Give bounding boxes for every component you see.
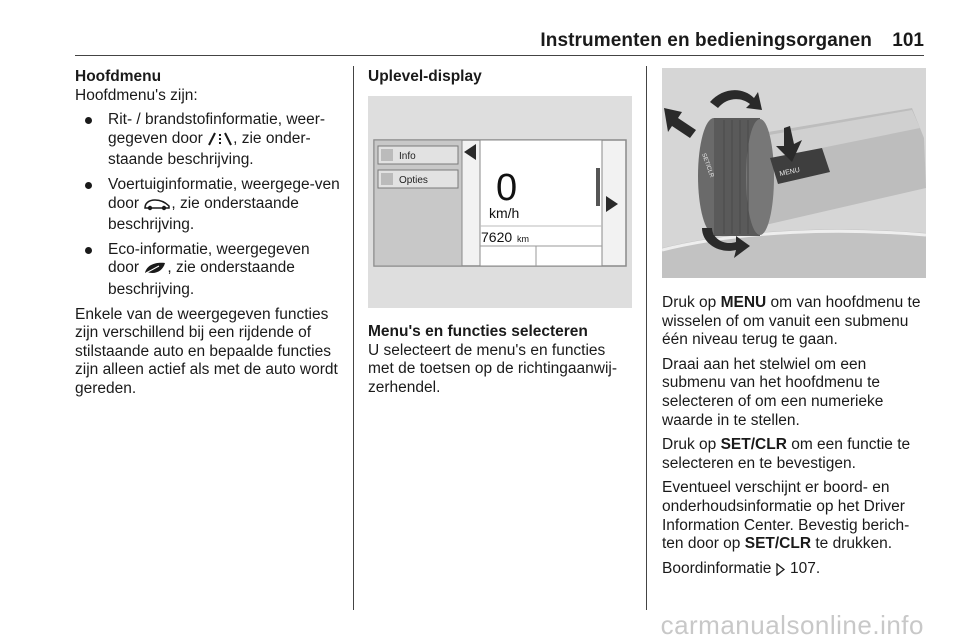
eco-leaf-icon	[143, 261, 167, 281]
list-item: Voertuiginformatie, weergege-ven door , zie onderstaande beschrijving.	[75, 176, 343, 235]
main-menu-list	[75, 111, 343, 299]
arrow-icon	[664, 108, 696, 138]
intro-text: Hoofdmenu's zijn:	[75, 86, 198, 104]
page-header-title: Instrumenten en bedieningsorganen	[540, 30, 872, 51]
header-divider	[75, 55, 924, 56]
body-paragraph: Druk op MENU om van hoofdmenu te wisselen of om vanuit een submenu één niveau terug te gaan.	[662, 294, 921, 349]
subheading-menus-selecteren: Menu's en functies selecteren	[368, 323, 588, 340]
page-reference-link[interactable]: 107.	[790, 559, 821, 577]
lever-menu-label: MENU	[778, 166, 801, 178]
list-item: Rit- / brandstofinformatie, weer-gegeven door , zie onder-staande beschrijving.	[75, 111, 343, 170]
body-paragraph: Eventueel verschijnt er boord- en onderhoudsinformatie op het Driver Information Center. Bevestig berich-ten door op SET/CLR te drukken.	[662, 479, 910, 553]
column-lever-instructions	[662, 294, 930, 587]
bullet-icon	[85, 247, 92, 254]
watermark: carmanualsonline.info	[660, 610, 924, 640]
body-paragraph: Enkele van de weergegeven functies zijn verschillend bij een rijdende of stilstaande auto en bepaalde functies zijn alleen actief als met de auto wordt gereden.	[75, 305, 338, 397]
page-number: 101	[892, 30, 924, 51]
rotate-arrow-icon	[710, 90, 762, 110]
body-paragraph: Draai aan het stelwiel om een submenu van het hoofdmenu te selecteren of om een numerieke waarde in te stellen.	[662, 355, 884, 429]
bullet-icon	[85, 182, 92, 189]
display-menu-opties: Opties	[399, 175, 428, 186]
list-item: Eco-informatie, weergegeven door , zie onderstaande beschrijving.	[75, 241, 343, 300]
column-divider-1	[353, 66, 354, 610]
cross-reference: Boordinformatie 107.	[662, 560, 930, 582]
bullet-icon	[85, 117, 92, 124]
display-odometer-unit: km	[517, 234, 529, 244]
display-speed-unit: km/h	[489, 205, 520, 221]
display-menu-info: Info	[399, 151, 416, 162]
column-hoofdmenu	[75, 68, 343, 405]
section-heading-uplevel-display: Uplevel-display	[368, 68, 482, 85]
body-paragraph: Druk op SET/CLR om een functie te selecteren en te bevestigen.	[662, 436, 911, 472]
display-odometer-value: 7620	[481, 229, 513, 245]
body-paragraph: U selecteert de menu's en functies met de toetsen op de richtingaanwij-zerhendel.	[368, 341, 618, 396]
trip-fuel-icon	[207, 132, 233, 152]
lever-setclr-label: SET/CLR	[700, 152, 715, 179]
display-speed-value: 0	[496, 167, 518, 209]
indicator-lever-illustration	[662, 68, 926, 278]
vehicle-info-icon	[143, 197, 171, 217]
column-divider-2	[646, 66, 647, 610]
section-heading-hoofdmenu: Hoofdmenu	[75, 68, 162, 85]
uplevel-display-illustration	[368, 96, 632, 308]
column-uplevel-display-text	[368, 323, 633, 403]
page-reference-icon	[776, 563, 786, 582]
column-uplevel-display	[368, 68, 633, 93]
